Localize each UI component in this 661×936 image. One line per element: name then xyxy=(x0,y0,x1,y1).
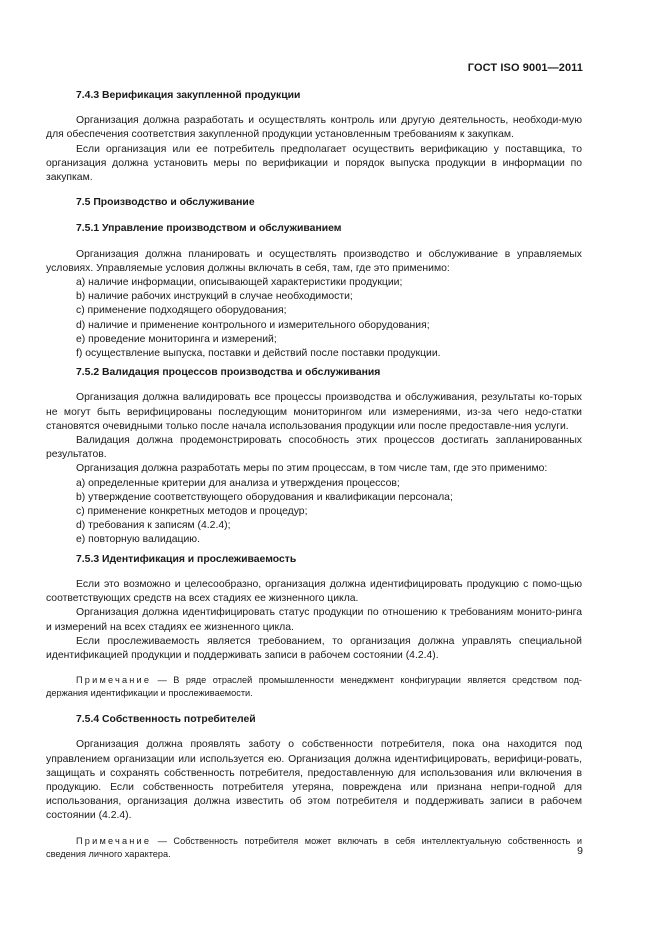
section-7-5-3-paragraph-3: Если прослеживаемость является требованием, то организация должна управлять специальной идентификацией продукции и поддерживать записи в рабочем состоянии (4.2.4). xyxy=(46,635,582,661)
note-text: — В ряде отраслей промышленности менеджмент конфигурации является средством под-держания идентификации и прослеживаемости. xyxy=(46,675,582,699)
section-7-5-4-heading: 7.5.4 Собственность потребителей xyxy=(76,714,256,726)
section-7-5-4-paragraph-1: Организация должна проявлять заботу о собственности потребителя, пока она находится под управлением организации или используется ею. Организация должна идентифицировать, верифици-ровать, защищать и сохранять собственность потребителя, предоставленную для использования или включения в продукцию. Если собственность потребителя утеряна, повреждена или признана непри-годной для использования, организация должна известить об этом потребителя и поддерживать записи в рабочем состоянии (4.2.4). xyxy=(46,739,582,822)
section-7-5-1-heading: 7.5.1 Управление производством и обслуживанием xyxy=(76,223,342,235)
section-7-5-3-paragraph-2: Организация должна идентифицировать статус продукции по отношению к требованиям монито-ринга и измерений на всех стадиях ее жизненного цикла. xyxy=(46,607,582,633)
list-item: e) проведение мониторинга и измерений; xyxy=(76,333,277,345)
list-item: f) осуществление выпуска, поставки и действий после поставки продукции. xyxy=(76,348,441,360)
standard-code: ГОСТ ISO 9001—2011 xyxy=(467,62,583,74)
list-item: b) наличие рабочих инструкций в случае необходимости; xyxy=(76,291,353,303)
section-7-5-3-paragraph-1: Если это возможно и целесообразно, организация должна идентифицировать продукцию с помо-щью соответствующих средств на всех стадиях ее жизненного цикла. xyxy=(46,578,582,605)
page-number: 9 xyxy=(577,845,583,857)
section-7-5-heading: 7.5 Производство и обслуживание xyxy=(76,197,255,209)
document-body xyxy=(46,89,582,861)
section-7-4-3-heading: 7.4.3 Верификация закупленной продукции xyxy=(76,90,301,101)
note-label: Примечание xyxy=(76,675,152,686)
section-7-5-3-note xyxy=(46,674,582,700)
section-7-5-2-paragraph-2: Валидация должна продемонстрировать способность этих процессов достигать запланированных результатов. xyxy=(46,435,582,461)
section-7-4-3-paragraph-2: Если организация или ее потребитель предполагает осуществить верификацию у поставщика, то организация должна установить меры по верификации и порядок выпуска продукции в информации по закупкам. xyxy=(46,143,582,184)
section-7-5-3-heading: 7.5.3 Идентификация и прослеживаемость xyxy=(76,553,297,565)
list-item: e) повторную валидацию. xyxy=(76,534,200,546)
list-item: c) применение конкретных методов и процедур; xyxy=(76,506,308,518)
list-item: c) применение подходящего оборудования; xyxy=(76,305,287,317)
section-7-5-2-paragraph-3: Организация должна разработать меры по этим процессам, в том числе там, где это применимо: xyxy=(76,463,548,475)
list-item: d) требования к записям (4.2.4); xyxy=(76,520,231,532)
section-7-4-3-paragraph-1: Организация должна разработать и осуществлять контроль или другую деятельность, необходи-мую для обеспечения соответствия закупленной продукции установленным требованиям к закупкам. xyxy=(46,115,582,141)
section-7-5-4-note xyxy=(46,835,582,861)
section-7-5-2-paragraph-1: Организация должна валидировать все процессы производства и обслуживания, результаты ко-торых не могут быть верифицированы последующим мониторингом или измерениями, из-за чего недо-статки становятся очевидными только после начала использования продукции или после предоставле-ния услуги. xyxy=(46,392,582,432)
section-7-5-1-paragraph-1: Организация должна планировать и осуществлять производство и обслуживание в управляемых условиях. Управляемые условия должны включать в себя, там, где это применимо: xyxy=(46,248,582,274)
note-label: Примечание xyxy=(76,835,152,846)
section-7-5-2-heading: 7.5.2 Валидация процессов производства и обслуживания xyxy=(76,367,381,379)
list-item: a) наличие информации, описывающей характеристики продукции; xyxy=(76,277,403,289)
list-item: b) утверждение соответствующего оборудования и квалификации персонала; xyxy=(76,491,453,503)
note-text: — Собственность потребителя может включать в себя интеллектуальную собственность и сведения личного характера. xyxy=(46,835,582,859)
list-item: a) определенные критерии для анализа и утверждения процессов; xyxy=(76,477,400,489)
list-item: d) наличие и применение контрольного и измерительного оборудования; xyxy=(76,319,430,331)
